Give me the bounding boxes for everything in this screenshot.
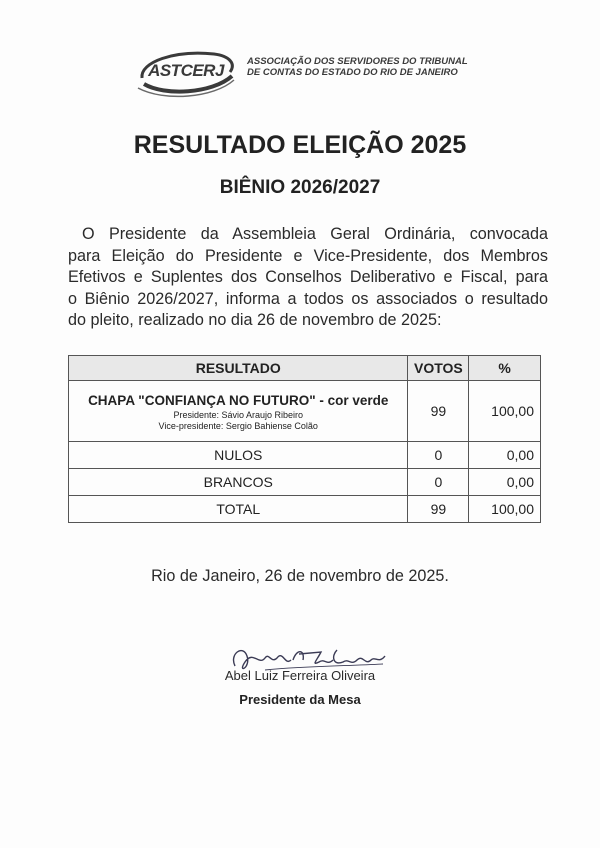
header-resultado: RESULTADO bbox=[69, 356, 408, 381]
header-percent: % bbox=[469, 356, 541, 381]
row-votos-total: 99 bbox=[408, 496, 469, 523]
results-table bbox=[68, 355, 541, 523]
chapa-cell bbox=[69, 381, 408, 442]
row-label-nulos: NULOS bbox=[69, 442, 408, 469]
place-and-date: Rio de Janeiro, 26 de novembro de 2025. bbox=[151, 567, 449, 585]
table-row-chapa bbox=[69, 381, 541, 442]
document-header bbox=[134, 48, 494, 100]
header-votos: VOTOS bbox=[408, 356, 469, 381]
intro-line-2: para Eleição do Presidente e Vice-Presidente, dos Membros bbox=[68, 246, 548, 265]
table-row bbox=[69, 442, 541, 469]
row-votos-nulos: 0 bbox=[408, 442, 469, 469]
chapa-votos: 99 bbox=[408, 381, 469, 442]
row-label-total: TOTAL bbox=[69, 496, 408, 523]
results-header-row bbox=[69, 356, 541, 381]
signer-role: Presidente da Mesa bbox=[239, 692, 361, 707]
intro-line-5: do pleito, realizado no dia 26 de novembro de 2025: bbox=[68, 311, 442, 329]
intro-paragraph bbox=[68, 224, 548, 332]
row-label-brancos: BRANCOS bbox=[69, 469, 408, 496]
chapa-president: Presidente: Sávio Araujo Ribeiro bbox=[173, 409, 304, 420]
chapa-vice: Vice-presidente: Sergio Bahiense Colão bbox=[158, 420, 318, 431]
table-row bbox=[69, 469, 541, 496]
row-percent-nulos: 0,00 bbox=[469, 442, 541, 469]
signer-name: Abel Luiz Ferreira Oliveira bbox=[224, 668, 376, 683]
row-percent-brancos: 0,00 bbox=[469, 469, 541, 496]
chapa-name: CHAPA "CONFIANÇA NO FUTURO" - cor verde bbox=[88, 392, 389, 408]
astcerj-logo bbox=[134, 48, 238, 100]
document-title: RESULTADO ELEIÇÃO 2025 bbox=[133, 131, 467, 159]
org-name-line-2: DE CONTAS DO ESTADO DO RIO DE JANEIRO bbox=[247, 67, 458, 78]
row-percent-total: 100,00 bbox=[469, 496, 541, 523]
document-subtitle: BIÊNIO 2026/2027 bbox=[219, 177, 381, 198]
intro-line-1: O Presidente da Assembleia Geral Ordinária, convocada bbox=[82, 225, 548, 243]
organization-name bbox=[247, 56, 497, 78]
intro-line-3: Efetivos e Suplentes dos Conselhos Deliberativo e Fiscal, para bbox=[68, 268, 548, 286]
row-votos-brancos: 0 bbox=[408, 469, 469, 496]
intro-line-4: o Biênio 2026/2027, informa a todos os associados o resultado bbox=[68, 289, 548, 308]
logo-wordmark: ASTCERJ bbox=[148, 61, 224, 80]
table-row bbox=[69, 496, 541, 523]
chapa-percent: 100,00 bbox=[469, 381, 541, 442]
org-name-line-1: ASSOCIAÇÃO DOS SERVIDORES DO TRIBUNAL bbox=[247, 56, 468, 67]
